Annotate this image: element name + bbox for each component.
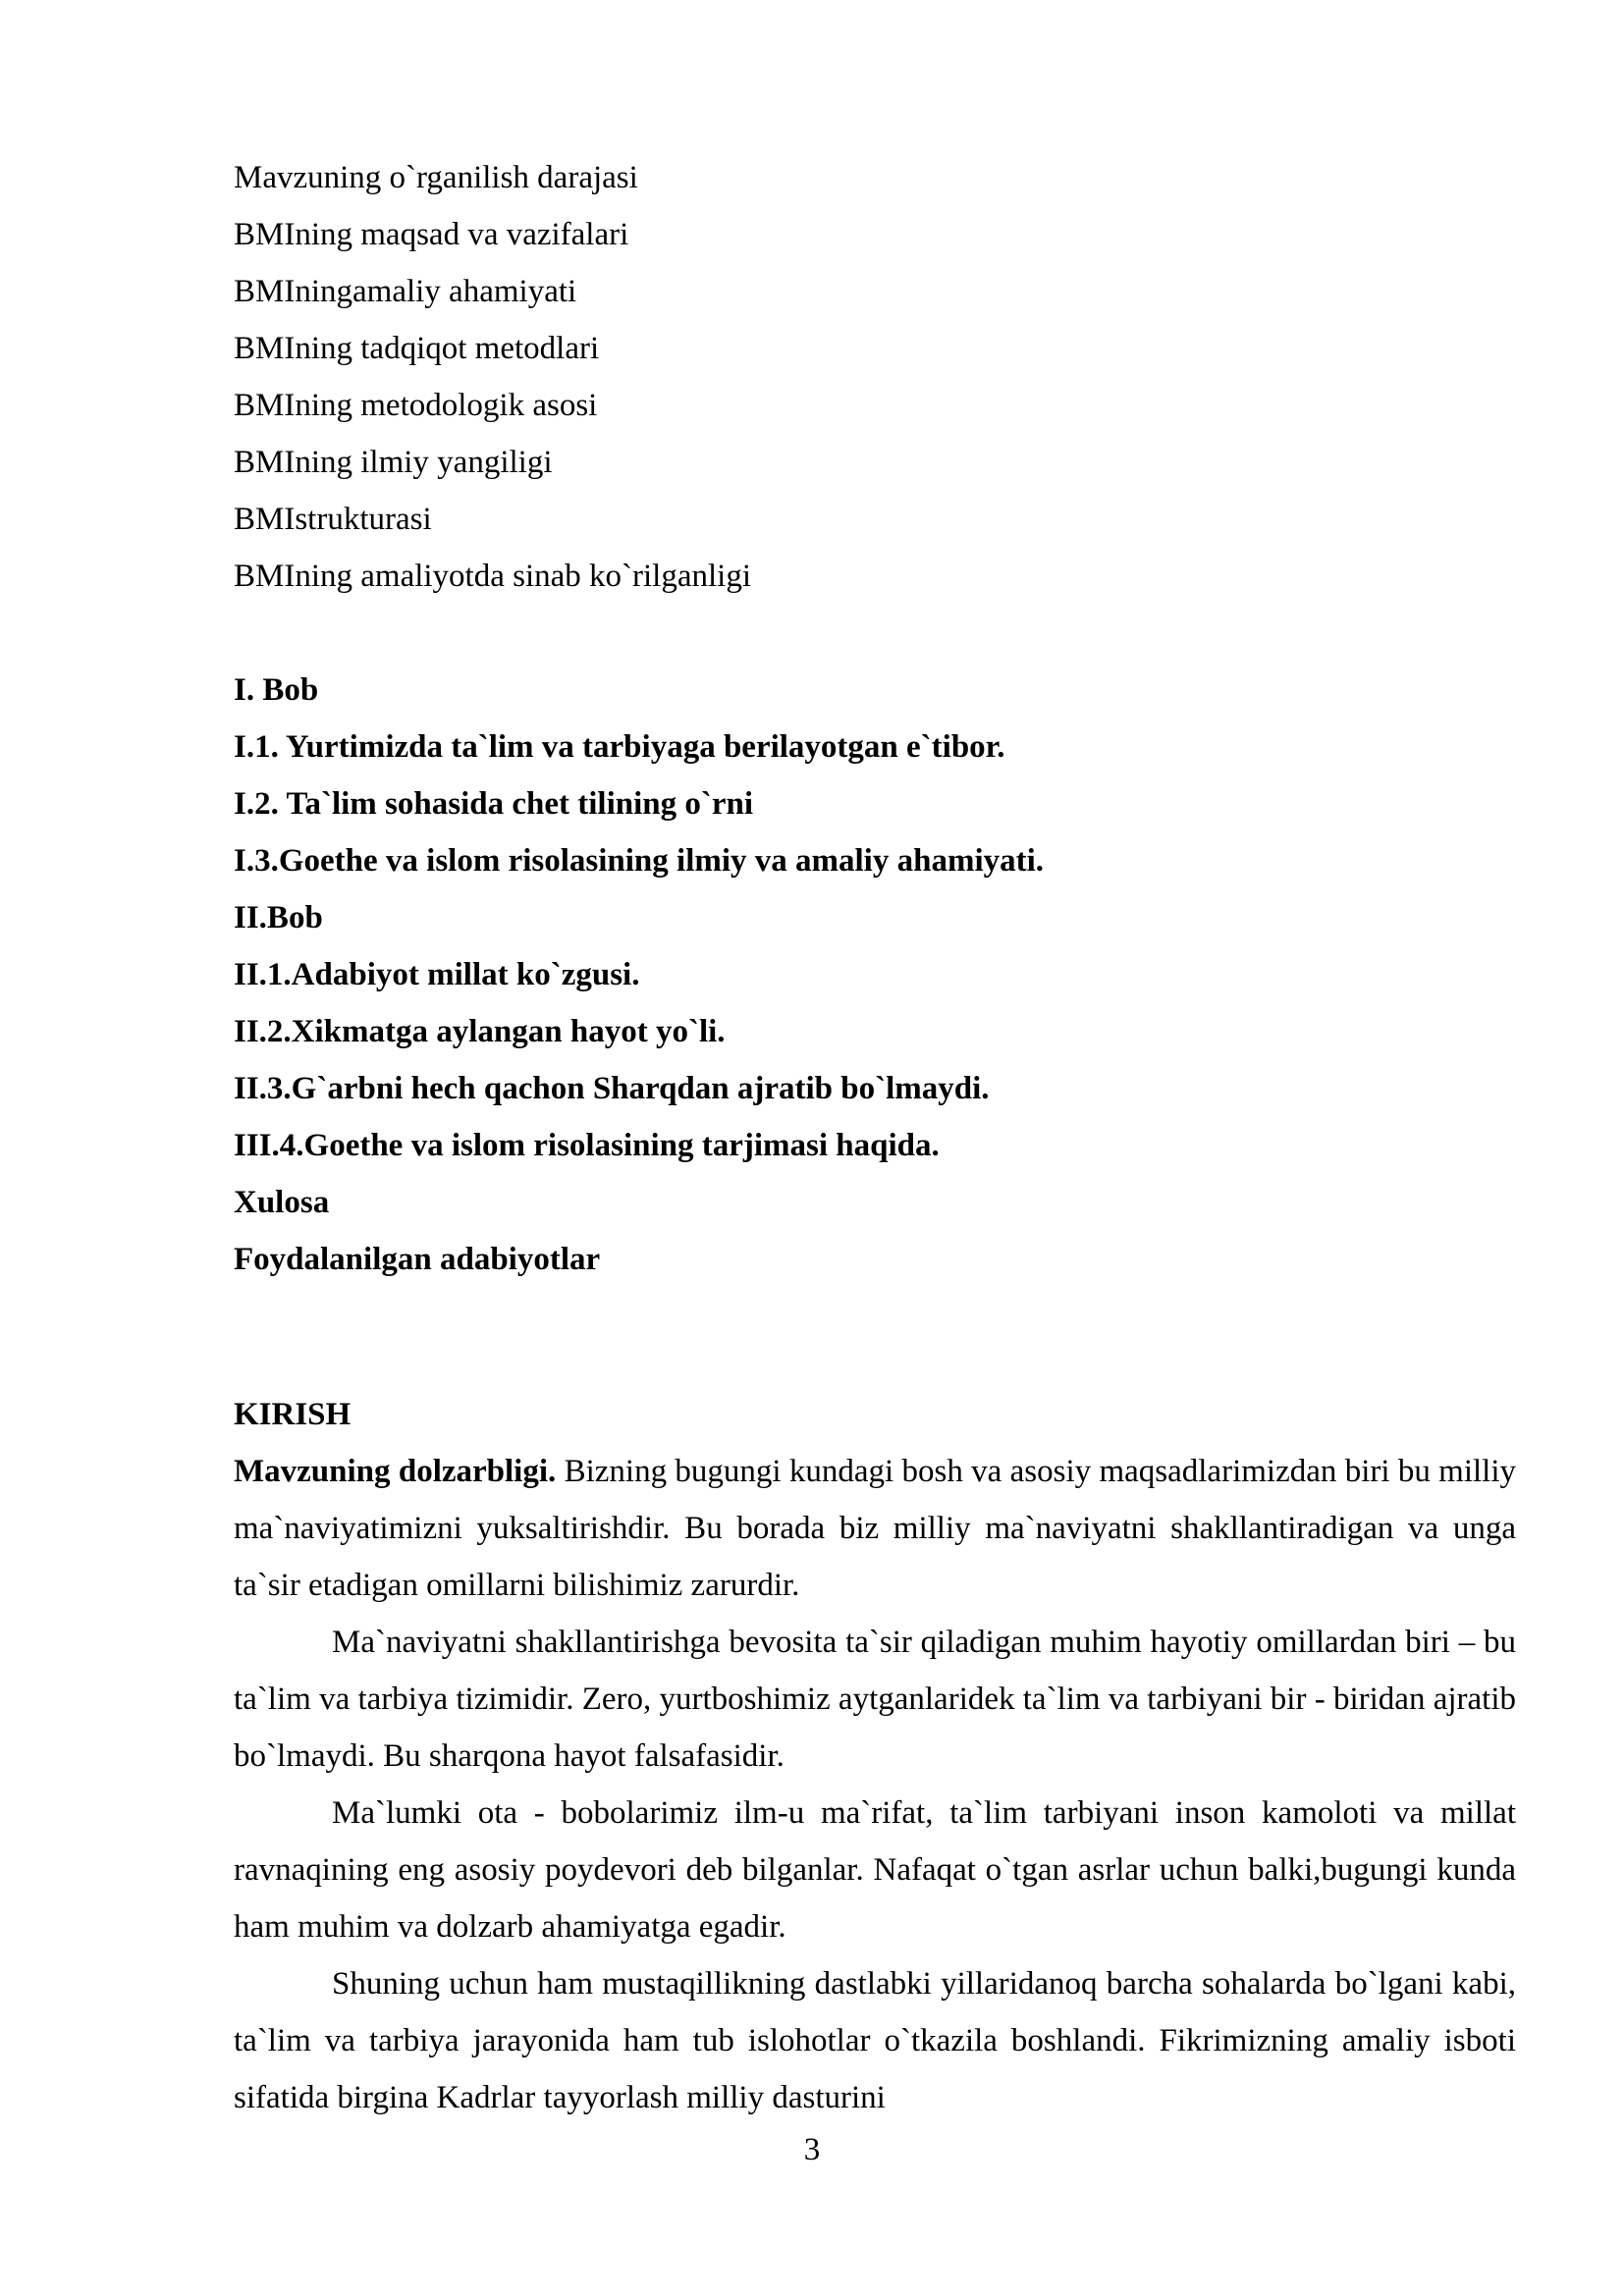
toc-item: BMIstrukturasi	[234, 502, 432, 537]
section-heading: KIRISH	[234, 1397, 352, 1432]
paragraph-lead: Mavzuning dolzarbligi.	[234, 1454, 557, 1489]
toc-chapter-item: I.1. Yurtimizda ta`lim va tarbiyaga berilayotgan e`tibor.	[234, 729, 1005, 765]
toc-chapter-list	[234, 662, 1516, 1288]
toc-intro-list	[234, 149, 1516, 605]
body-paragraph: Ma`naviyatni shakllantirishga bevosita ta`sir qiladigan muhim hayotiy omillardan biri – bu ta`lim va tarbiya tizimidir. Zero, yurtboshimiz aytganlaridek ta`lim va tarbiyani bir - biridan ajratib bo`lmaydi. Bu sharqona hayot falsafasidir.	[234, 1625, 1516, 1774]
paragraph-text: Bizning bugungi kundagi bosh va asosiy maqsadlarimizdan biri bu milliy ma`naviyatimizni yuksaltirishdir. Bu borada biz milliy ma`naviyatni shakllantiradigan va unga ta`sir etadigan omillarni bilishimiz zarurdir.	[234, 1454, 1516, 1603]
toc-item: BMIning maqsad va vazifalari	[234, 217, 629, 252]
toc-chapter-item: II.1.Adabiyot millat ko`zgusi.	[234, 957, 640, 992]
body-paragraph: Ma`lumki ota - bobolarimiz ilm-u ma`rifat, ta`lim tarbiyani inson kamoloti va millat ravnaqining eng asosiy poydevori deb bilganlar. Nafaqat o`tgan asrlar uchun balki,bugungi kunda ham muhim va dolzarb ahamiyatga egadir.	[234, 1795, 1516, 1945]
page-number: 3	[803, 2132, 821, 2167]
page-content	[234, 149, 1516, 2126]
toc-chapter-item: III.4.Goethe va islom risolasining tarjimasi haqida.	[234, 1128, 940, 1163]
toc-chapter-item: II.3.G`arbni hech qachon Sharqdan ajratib bo`lmaydi.	[234, 1071, 990, 1106]
toc-chapter-item: Foydalanilgan adabiyotlar	[234, 1242, 601, 1277]
toc-item: BMIning tadqiqot metodlari	[234, 331, 600, 366]
body-paragraph	[234, 1443, 1516, 1614]
toc-chapter-item: I.2. Ta`lim sohasida chet tilining o`rni	[234, 786, 754, 822]
toc-item: BMIningamaliy ahamiyati	[234, 274, 577, 309]
toc-chapter-item: I.3.Goethe va islom risolasining ilmiy va amaliy ahamiyati.	[234, 843, 1045, 879]
body-paragraph: Shuning uchun ham mustaqillikning dastlabki yillaridanoq barcha sohalarda bo`lgani kabi, ta`lim va tarbiya jarayonida ham tub islohotlar o`tkazila boshlandi. Fikrimizning amaliy isboti sifatida birgina Kadrlar tayyorlash milliy dasturini	[234, 1966, 1516, 2115]
toc-item: BMIning amaliyotda sinab ko`rilganligi	[234, 559, 752, 594]
toc-chapter-item: I. Bob	[234, 672, 319, 708]
toc-item: BMIning metodologik asosi	[234, 388, 598, 423]
toc-chapter-item: Xulosa	[234, 1185, 330, 1220]
spacer	[234, 1288, 1516, 1386]
spacer	[234, 605, 1516, 662]
toc-chapter-item: II.Bob	[234, 900, 323, 935]
toc-item: Mavzuning o`rganilish darajasi	[234, 160, 638, 195]
toc-chapter-item: II.2.Xikmatga aylangan hayot yo`li.	[234, 1014, 726, 1049]
toc-item: BMIning ilmiy yangiligi	[234, 445, 553, 480]
